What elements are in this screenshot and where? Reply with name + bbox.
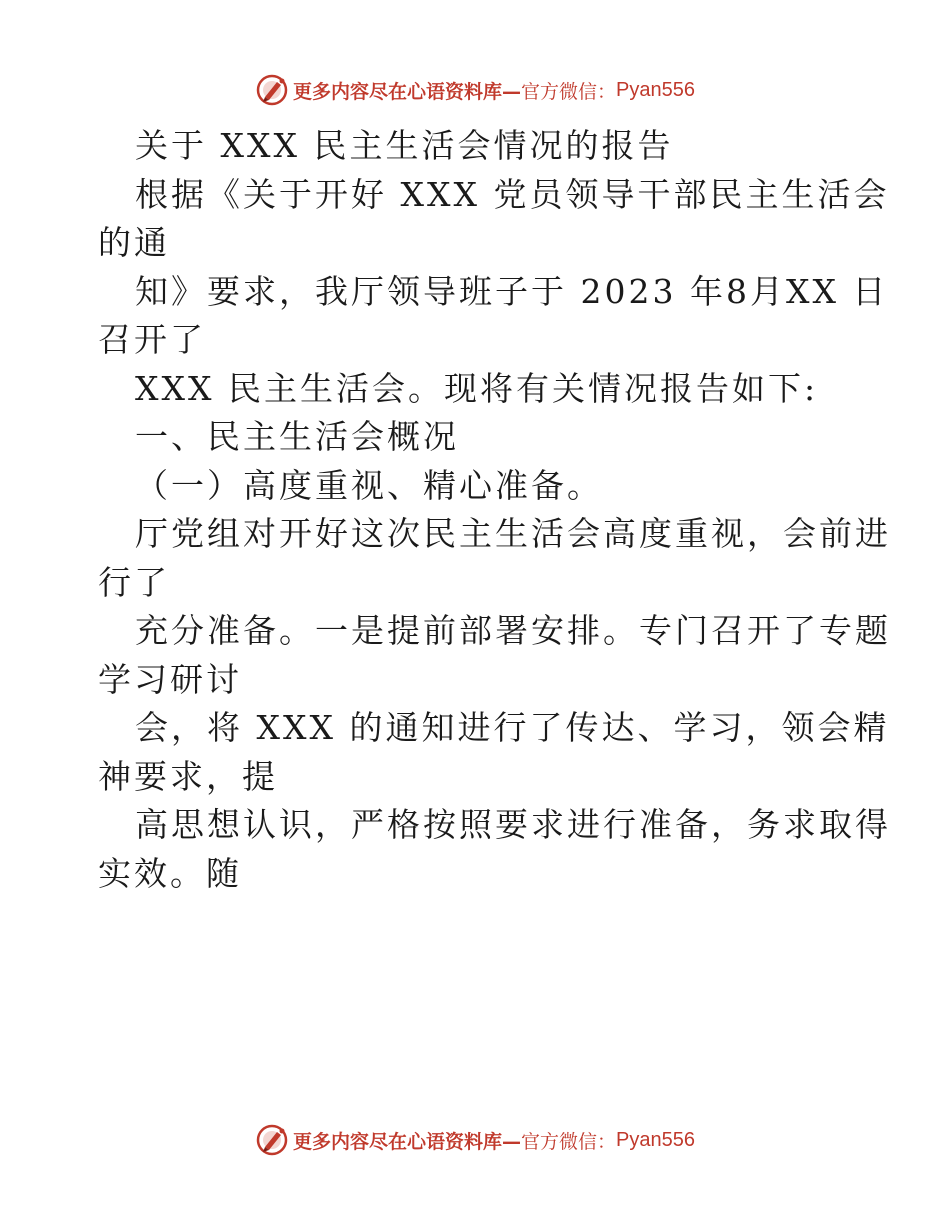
pen-logo-icon	[255, 1123, 289, 1157]
banner-wechat-label: 官方微信：	[521, 80, 617, 103]
paragraph-line: 行了	[98, 562, 170, 602]
banner-wechat-id: Pyan556	[616, 1128, 695, 1151]
footer-banner	[0, 1120, 950, 1160]
pen-logo-icon	[255, 73, 289, 107]
section-heading: 一、民主生活会概况	[135, 417, 459, 456]
paragraph-line: 神要求，提	[98, 756, 278, 796]
paragraph-line: 会，将 XXX 的通知进行了传达、学习，领会精	[135, 708, 890, 747]
paragraph-line: 召开了	[98, 320, 206, 359]
paragraph-line: 的通	[98, 223, 170, 262]
paragraph-line: 充分准备。一是提前部署安排。专门召开了专题	[135, 611, 891, 650]
paragraph-line: 实效。随	[98, 853, 242, 893]
document-title: 关于 XXX 民主生活会情况的报告	[135, 126, 674, 165]
document-body	[98, 122, 891, 898]
paragraph-line: 厅党组对开好这次民主生活会高度重视，会前进	[135, 514, 891, 553]
paragraph-line: 知》要求，我厅领导班子于 2023 年8月XX 日	[135, 271, 889, 311]
banner-wechat-id: Pyan556	[616, 78, 695, 101]
banner-text: 更多内容尽在心语资料库—	[293, 1130, 522, 1153]
banner-text: 更多内容尽在心语资料库—	[293, 80, 522, 103]
paragraph-line: 学习研讨	[98, 659, 242, 699]
banner-wechat-label: 官方微信：	[521, 1130, 617, 1153]
paragraph-line: 高思想认识，严格按照要求进行准备，务求取得	[135, 805, 891, 844]
paragraph-line: XXX 民主生活会。现将有关情况报告如下:	[135, 368, 819, 408]
paragraph-line: 根据《关于开好 XXX 党员领导干部民主生活会	[135, 174, 890, 214]
subsection-heading: （一）高度重视、精心准备。	[135, 465, 603, 505]
header-banner	[0, 70, 950, 110]
